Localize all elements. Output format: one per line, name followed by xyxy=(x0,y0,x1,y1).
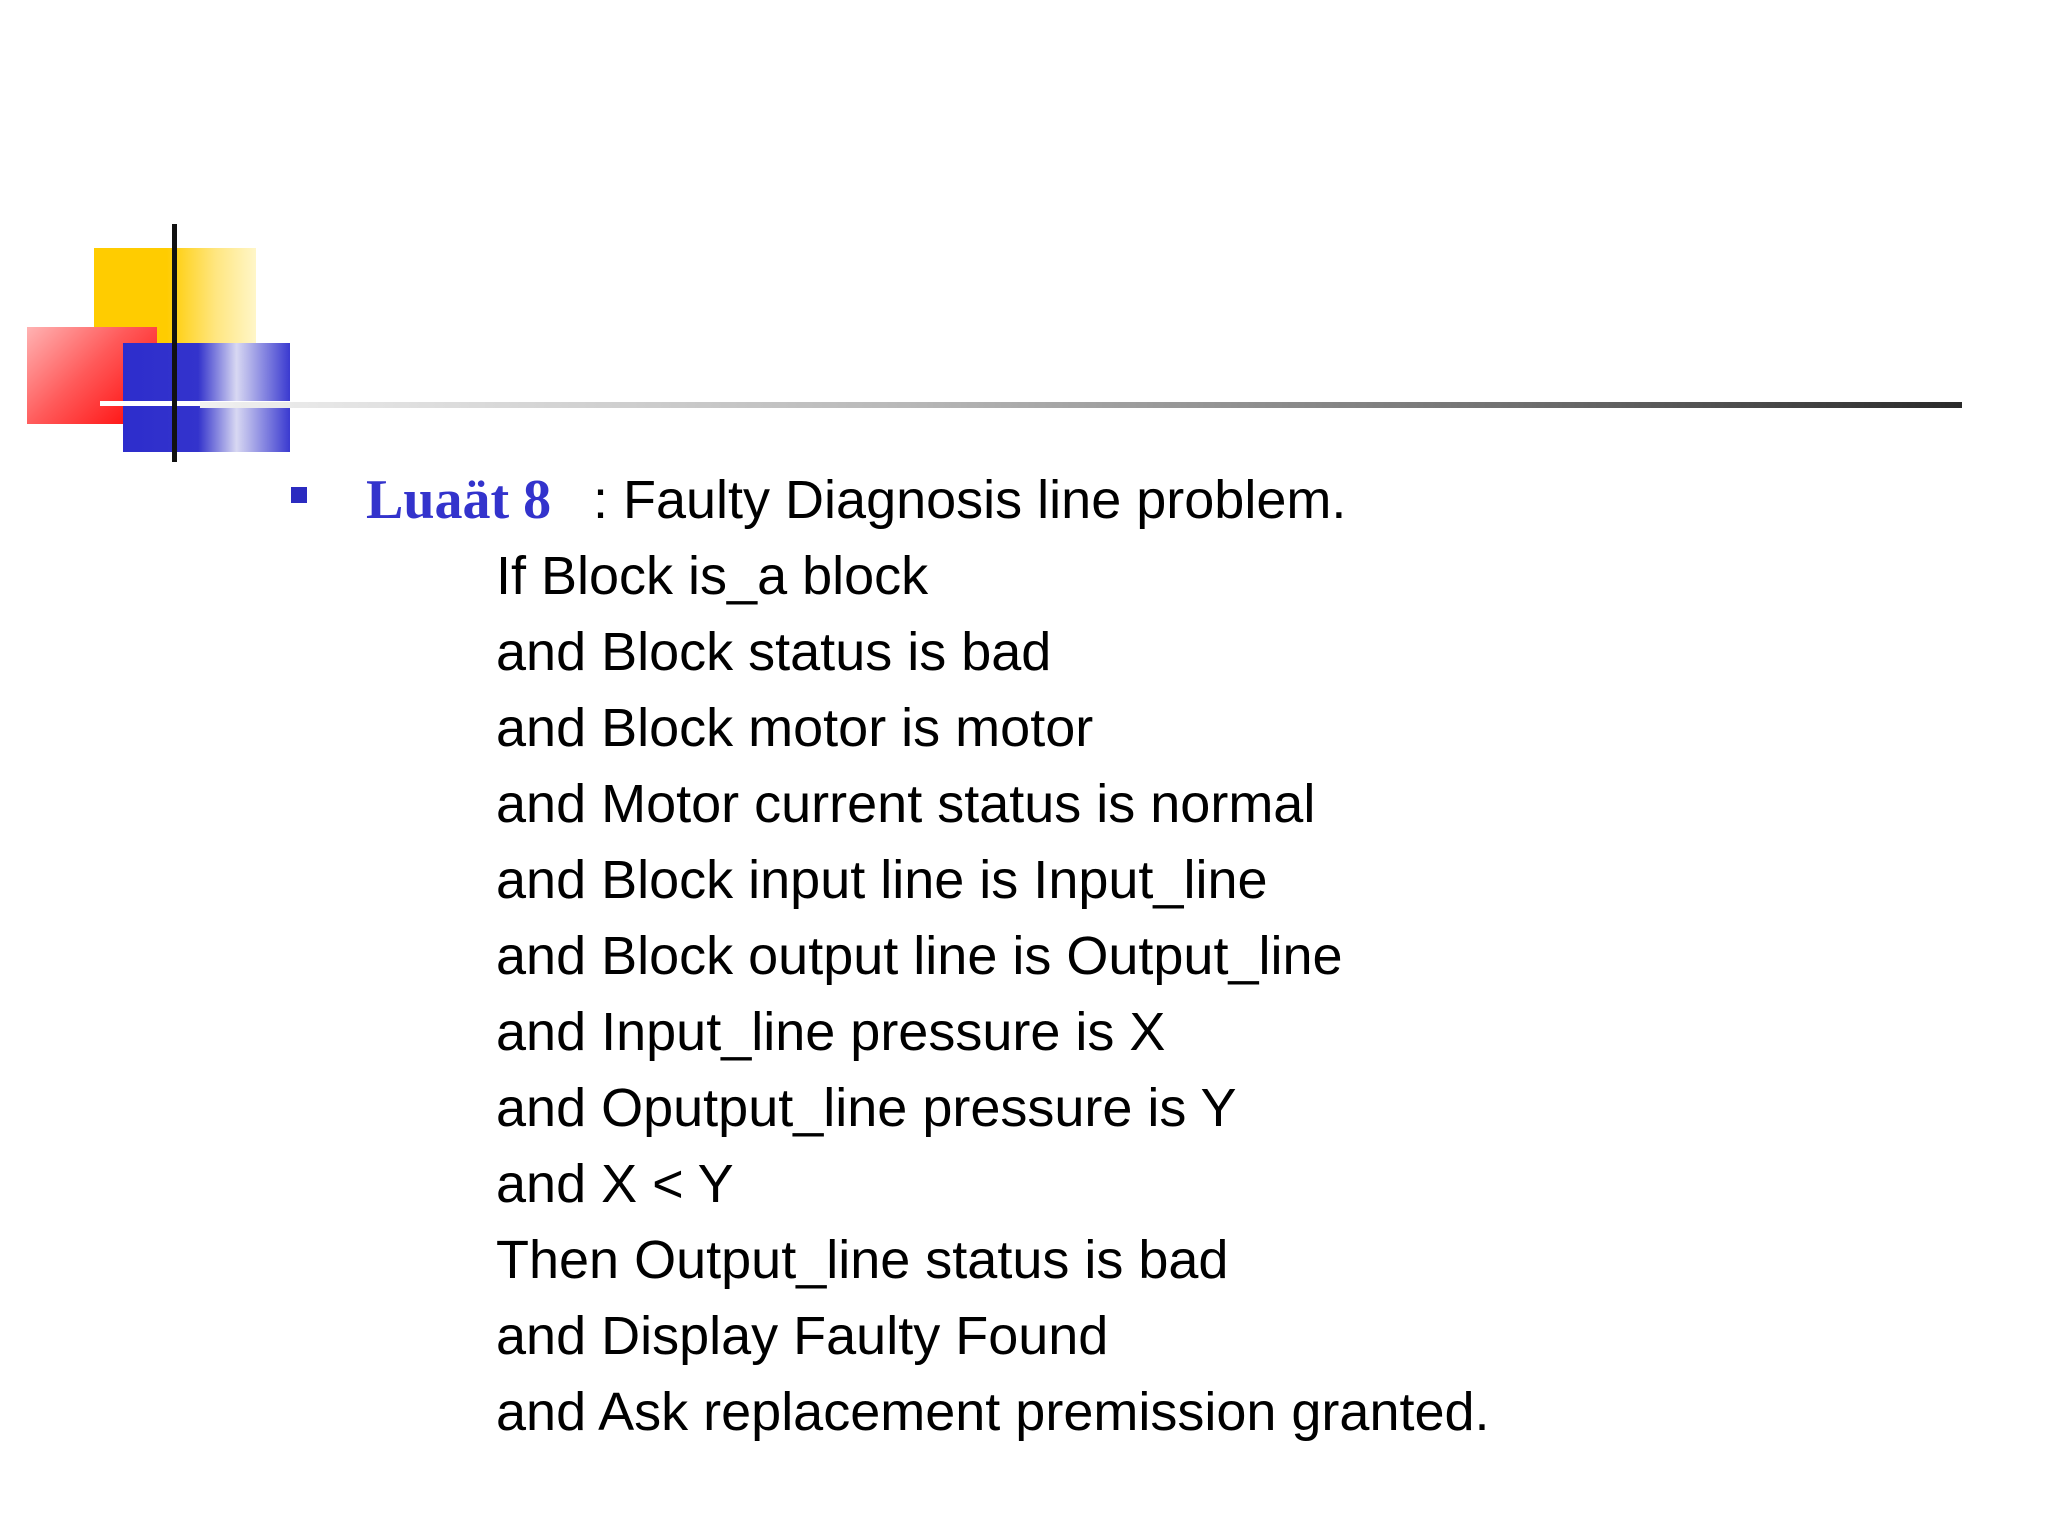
blue-square-decoration xyxy=(123,343,290,452)
rule-line: Then Output_line status is bad xyxy=(496,1230,1229,1290)
rule-body xyxy=(496,538,1490,1450)
rule-line: and Motor current status is normal xyxy=(496,774,1316,834)
rule-line: and Block status is bad xyxy=(496,622,1052,682)
square-bullet-icon xyxy=(291,487,307,503)
vertical-line-decoration xyxy=(172,224,177,462)
rule-line: and Display Faulty Found xyxy=(496,1306,1109,1366)
rule-line: and Oputput_line pressure is Y xyxy=(496,1078,1237,1138)
rule-label: Luaät 8 xyxy=(366,469,552,531)
rule-title: : Faulty Diagnosis line problem. xyxy=(593,470,1347,530)
rule-line: If Block is_a block xyxy=(496,546,929,606)
rule-line: and Block input line is Input_line xyxy=(496,850,1268,910)
rule-line: and Block motor is motor xyxy=(496,698,1094,758)
rule-line: and X < Y xyxy=(496,1154,734,1214)
horizontal-rule xyxy=(200,402,1962,408)
rule-line: and Input_line pressure is X xyxy=(496,1002,1166,1062)
rule-line: and Block output line is Output_line xyxy=(496,926,1343,986)
rule-line: and Ask replacement premission granted. xyxy=(496,1382,1490,1442)
